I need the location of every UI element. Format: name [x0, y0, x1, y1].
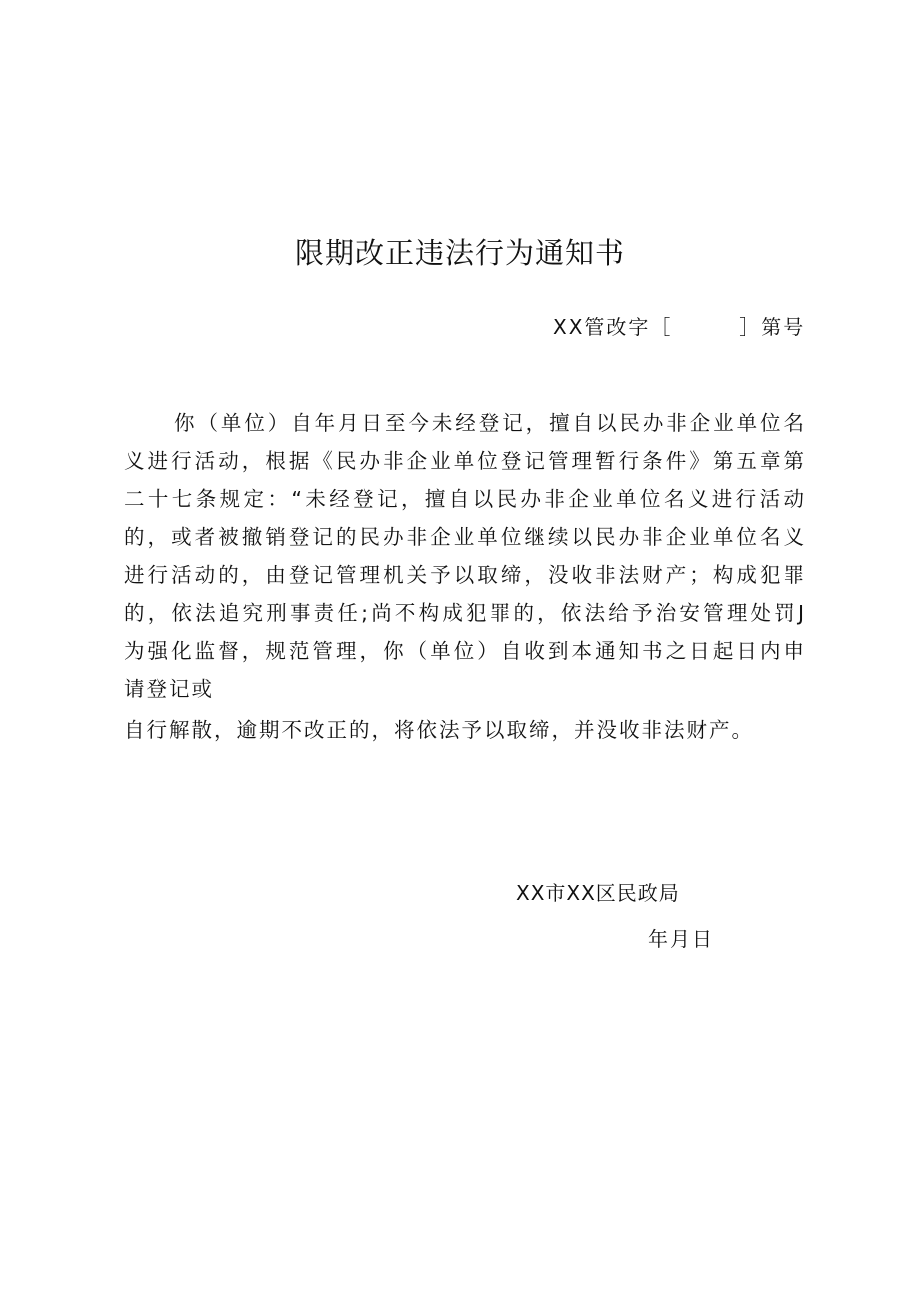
- body-line: 二十七条规定：“未经登记，擅自以民办非企业单位名义进行活动: [124, 487, 804, 511]
- body-line: 你（单位）自年月日至今未经登记，擅自以民办非企业单位名: [174, 411, 804, 435]
- body-line: 为强化监督，规范管理，你（单位）自收到本通知书之日起日内申: [124, 639, 804, 663]
- issue-date: 年月日: [648, 927, 714, 951]
- body-line: 自行解散，逾期不改正的，将依法予以取缔，并没收非法财产。: [124, 718, 754, 742]
- body-line: 进行活动的，由登记管理机关予以取缔，没收非法财产；构成犯罪: [124, 563, 804, 587]
- document-number: XX管改字［ ］第号: [553, 315, 806, 339]
- body-line: 请登记或: [124, 677, 214, 701]
- document-title: 限期改正违法行为通知书: [294, 236, 625, 270]
- body-line: 的，或者被撤销登记的民办非企业单位继续以民办非企业单位名义: [124, 525, 804, 549]
- body-line: 义进行活动，根据《民办非企业单位登记管理暂行条件》第五章第: [124, 449, 804, 473]
- body-line: 的，依法追究刑事责任;尚不构成犯罪的，依法给予治安管理处罚J: [124, 601, 804, 625]
- issuing-authority: XX市XX区民政局: [516, 881, 680, 905]
